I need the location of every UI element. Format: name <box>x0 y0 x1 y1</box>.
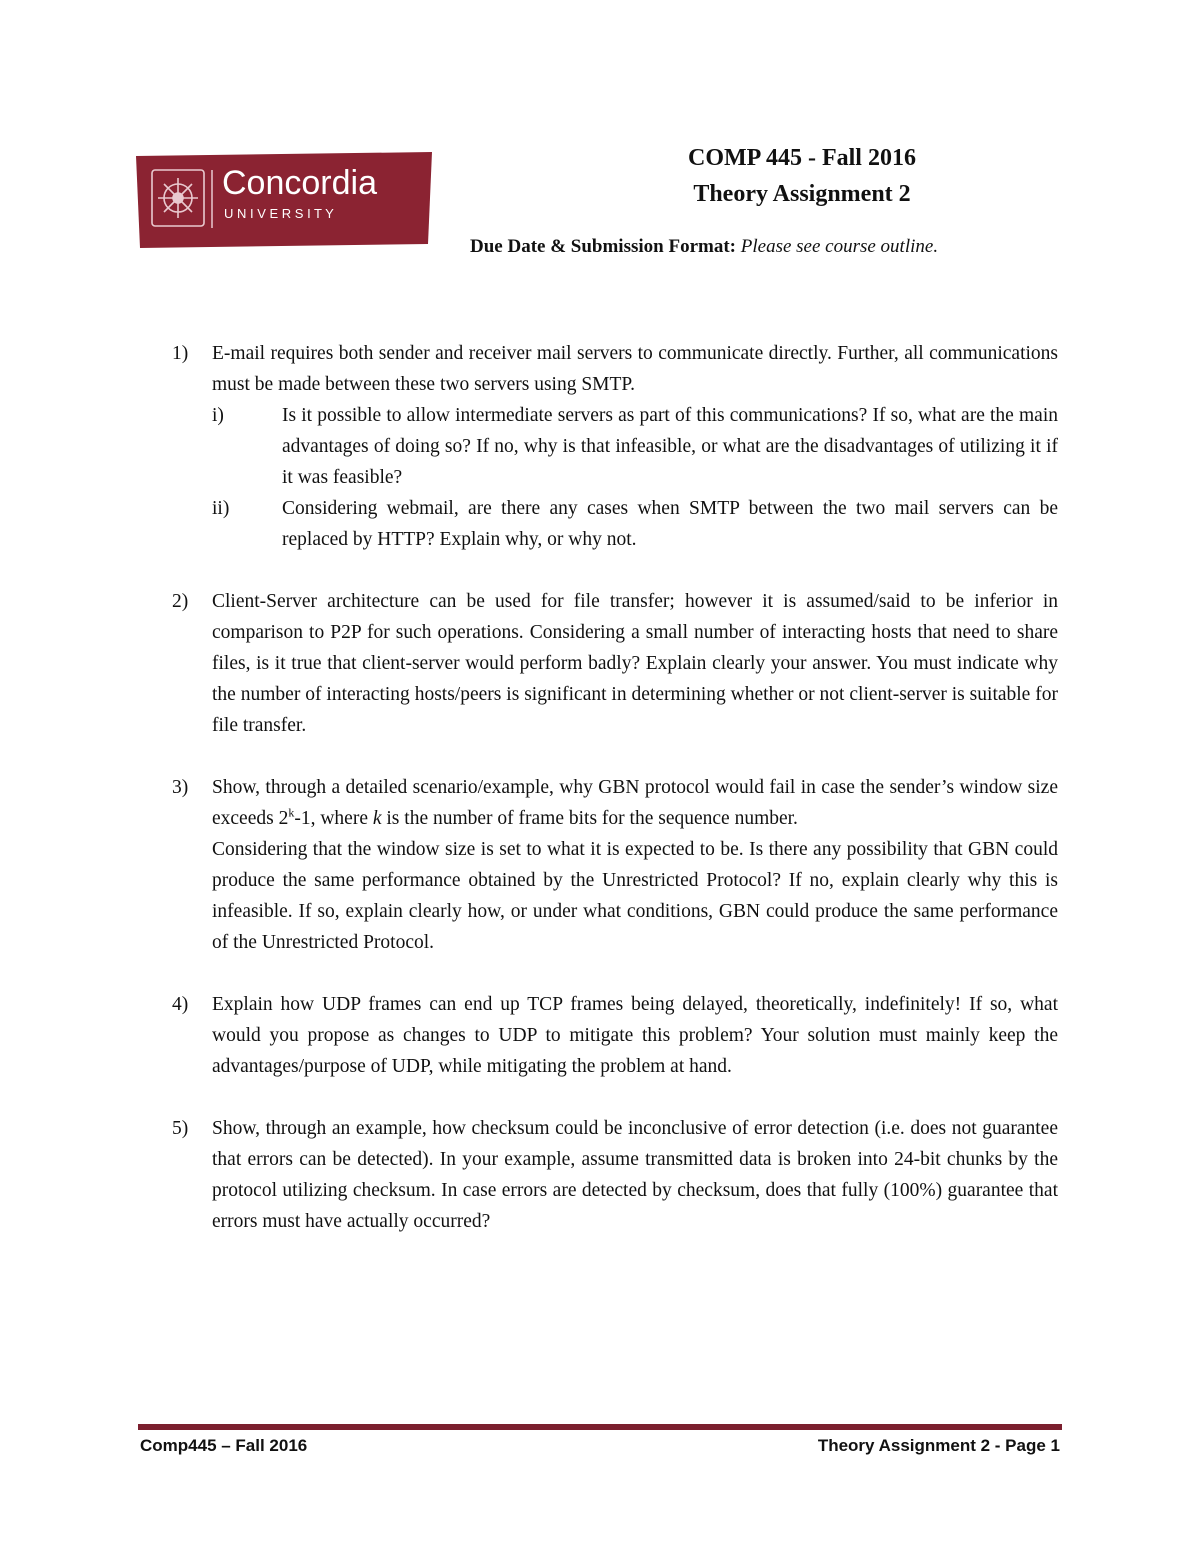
question-list <box>172 338 1058 1268</box>
due-date-line <box>470 236 938 258</box>
document-header <box>470 140 1070 257</box>
question-number: 5) <box>172 1118 189 1139</box>
question-number: 3) <box>172 777 189 798</box>
question-text <box>212 772 1058 834</box>
question-5 <box>172 1113 1058 1237</box>
question-text-part: is the number of frame bits for the sequence number. <box>381 808 798 829</box>
exponent: k <box>288 805 295 820</box>
footer-page-label: Theory Assignment 2 - Page 1 <box>817 1436 1060 1455</box>
sub-question-ii <box>212 493 1058 555</box>
sub-question-i <box>212 400 1058 493</box>
course-title: COMP 445 - Fall 2016 <box>688 145 916 171</box>
footer-course: Comp445 – Fall 2016 <box>140 1436 308 1455</box>
question-3 <box>172 772 1058 958</box>
sub-question-text: Considering webmail, are there any cases when SMTP between the two mail servers can be replaced by HTTP? Explain why, or why not. <box>282 498 1058 550</box>
question-text: Explain how UDP frames can end up TCP frames being delayed, theoretically, indefinitely! If so, what would you propose as changes to UDP to mitigate this problem? Your solution must mainly keep the advantages/purpose of UDP, while mitigating the problem at hand. <box>212 994 1058 1077</box>
question-text: Client-Server architecture can be used for file transfer; however it is assumed/said to be inferior in comparison to P2P for such operations. Considering a small number of interacting hosts that need to share files, is it true that client-server would perform badly? Explain clearly your answer. You must indicate why the number of interacting hosts/peers is significant in determining whether or not client-server is suitable for file transfer. <box>212 591 1058 736</box>
question-number: 2) <box>172 591 189 612</box>
question-2 <box>172 586 1058 741</box>
variable-k: k <box>372 808 382 829</box>
logo-graphic <box>136 152 432 248</box>
logo-name: Concordia <box>222 164 377 202</box>
sub-question-number: i) <box>212 405 224 426</box>
question-1 <box>172 338 1058 555</box>
logo-subtitle: U N I V E R S I T Y <box>224 206 334 221</box>
sub-question-number: ii) <box>212 498 230 519</box>
due-label: Due Date & Submission Format: <box>470 236 736 257</box>
question-number: 4) <box>172 994 189 1015</box>
question-text: Show, through an example, how checksum could be inconclusive of error detection (i.e. does not guarantee that errors can be detected). In your example, assume transmitted data is broken into 24-bit chunks by the protocol utilizing checksum. In case errors are detected by checksum, does that fully (100%) guarantee that errors must have actually occurred? <box>212 1118 1058 1232</box>
question-text-part: Show, through a detailed scenario/example, why GBN protocol would fail in case the sender’s window size exceeds 2 <box>212 777 1058 829</box>
question-text: E-mail requires both sender and receiver mail servers to communicate directly. Further, all communications must be made between these two servers using SMTP. <box>212 343 1058 395</box>
question-text-part: -1, where <box>294 808 373 829</box>
question-text-continued: Considering that the window size is set to what it is expected to be. Is there any possibility that GBN could produce the same performance obtained by the Unrestricted Protocol? If no, explain clearly why this is infeasible. If so, explain clearly how, or under what conditions, GBN could produce the same performance of the Unrestricted Protocol. <box>212 839 1058 953</box>
due-value: Please see course outline. <box>740 236 939 257</box>
question-4 <box>172 989 1058 1082</box>
footer-divider <box>138 1424 1062 1430</box>
sub-question-text: Is it possible to allow intermediate servers as part of this communications? If so, what are the main advantages of doing so? If no, why is that infeasible, or what are the disadvantages of utilizing it if it was feasible? <box>282 405 1058 488</box>
question-number: 1) <box>172 343 189 364</box>
concordia-logo <box>136 152 432 248</box>
assignment-title: Theory Assignment 2 <box>693 181 911 207</box>
